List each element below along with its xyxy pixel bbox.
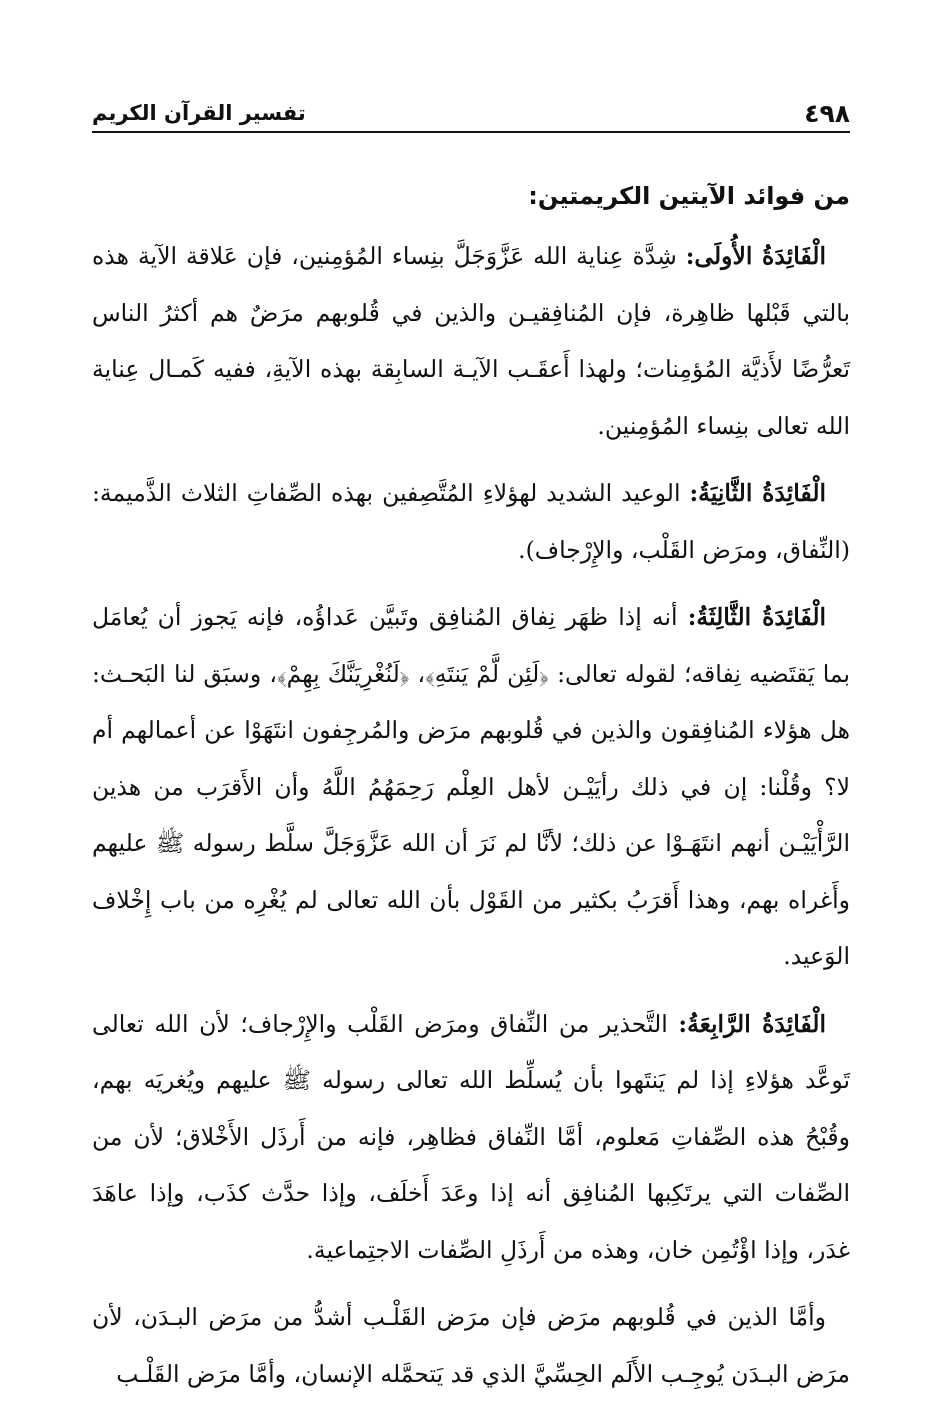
benefit-label: الْفَائِدَةُ الثَّالِثَةُ: xyxy=(687,603,827,631)
paragraph-benefit-1 xyxy=(92,228,850,454)
benefit-label: الْفَائِدَةُ الرَّابِعَةُ: xyxy=(678,1009,826,1038)
paragraph-benefit-2 xyxy=(92,465,850,578)
section-heading: من فوائد الآيتين الكريمتين: xyxy=(528,182,850,210)
header-rule xyxy=(92,131,850,133)
page-header xyxy=(92,96,850,130)
paragraph-continuation xyxy=(92,1289,850,1402)
benefit-label: الْفَائِدَةُ الثَّانِيَةُ: xyxy=(689,479,827,507)
paragraph-text: التَّحذير من النِّفاق ومرَض القَلْب والإِرْجاف؛ لأن الله تعالى تَوعَّد هؤلاءِ إذا لم يَنتَهوا بأن يُسلِّط الله تعالى رسوله ﷺ عليهم ويُغريَه بهم، وقُبْحُ هذه الصِّفاتِ مَعلوم، أمَّا النِّفاق فظاهِر، فإنه من أَرذَل الأَخْلاق؛ لأن من الصِّفات التي يرتَكِبها المُنافِق أنه إذا وعَدَ أَخلَف، وإذا حدَّث كذَب، وإذا عاهَدَ غدَر، وإذا اؤْتُمِن خان، وهذه من أَرذَلِ الصِّفات الاجتِماعية. xyxy=(92,1009,850,1264)
paragraph-text: شِدَّة عِناية الله عَزَّوَجَلَّ بنِساء المُؤمِنين، فإن عَلاقة الآية هذه بالتي قَبْلها ظاهِرة، فإن المُنافِقيـن والذين في قُلوبهم مرَضٌ هم أكثرُ الناس تَعرُّضًا لأَذيَّة المُؤمِنات؛ ولهذا أَعقَـب الآيـة السابِقة بهذه الآيةِ، ففيه كَمـال عِناية الله تعالى بنِساء المُؤمِنين. xyxy=(92,242,850,440)
page-body xyxy=(92,168,850,1413)
paragraph-text: وأمَّا الذين في قُلوبهم مرَض فإن مرَض القَلْـب أشدُّ من مرَض البـدَن، لأن مرَض البـدَن يُوجِـب الأَلَم الحِسِّيَّ الذي قد يَتحمَّله الإنسان، وأمَّا مرَض القَلْـب xyxy=(92,1303,850,1388)
paragraph-text: أنه إذا ظهَر نِفاق المُنافِق وتَبيَّن عَداؤُه، فإنه يَجوز أن يُعامَل بما يَقتَضيه نِفاقه؛ لقوله تعالى: ﴿لَئِن لَّمْ يَنتَهِ﴾، ﴿لَنُغْرِيَنَّكَ بِهِمْ﴾، وسبَق لنا البَحـث: هل هؤلاء المُنافِقون والذين في قُلوبهم مرَض والمُرجِفون انتَهَوْا عن أعمالهم أم لا؟ وقُلْنا: إن في ذلك رأيَيْـن لأهل العِلْم رَحِمَهُمُ اللَّهُ وأن الأَقرَب من هذين الرَّأْيَيْـن أنهم انتَهَـوْا عن ذلك؛ لأنَّا لم نَرَ أن الله عَزَّوَجَلَّ سلَّط رسوله ﷺ عليهم وأَغراه بهم، وهذا أَقرَبُ بكثير من القَوْل بأن الله تعالى لم يُغْرِه من باب إِخْلاف الوَعيد. xyxy=(92,603,850,970)
paragraph-text: الوعيد الشديد لهؤلاءِ المُتَّصِفين بهذه الصِّفاتِ الثلاث الذَّميمة: (النِّفاق، ومرَض القَلْب، والإِرْجاف). xyxy=(92,479,850,564)
paragraph-benefit-4 xyxy=(92,996,850,1279)
benefit-label: الْفَائِدَةُ الأُولَى: xyxy=(685,242,826,270)
paragraph-benefit-3 xyxy=(92,589,850,985)
book-title: تفسير القرآن الكريم xyxy=(92,101,306,125)
page-number: ٤٩٨ xyxy=(804,98,850,128)
